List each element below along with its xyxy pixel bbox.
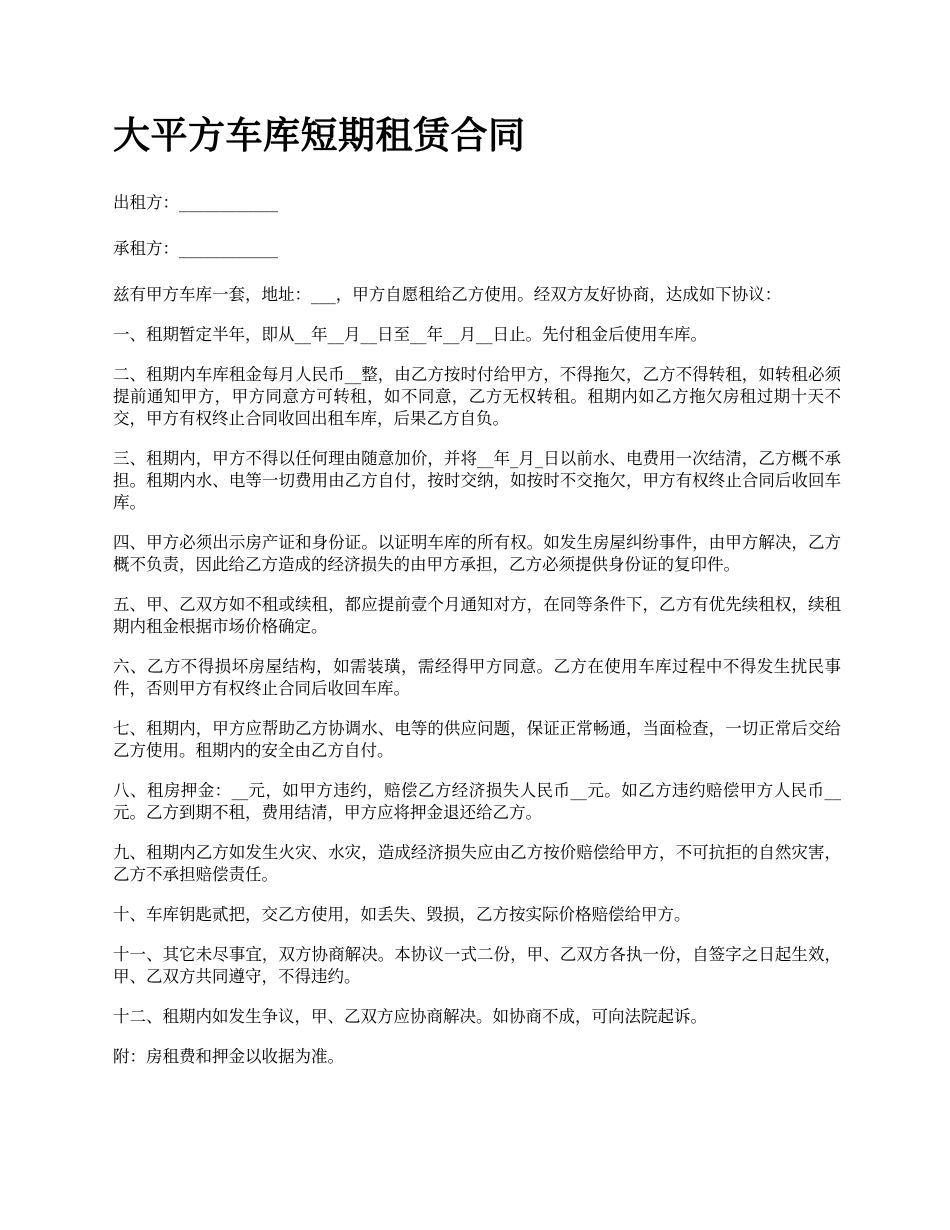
preamble-paragraph: 兹有甲方车库一套，地址：___，甲方自愿租给乙方使用。经双方友好协商，达成如下协议： — [113, 285, 782, 304]
appendix-note: 附：房租费和押金以收据为准。 — [113, 1047, 344, 1066]
clause-5: 五、甲、乙双方如不租或续租，都应提前壹个月通知对方，在同等条件下，乙方有优先续租权，续租期内租金根据市场价格确定。 — [113, 595, 841, 636]
clause-4: 四、甲方必须出示房产证和身份证。以证明车库的所有权。如发生房屋纠纷事件，由甲方解决，乙方概不负责，因此给乙方造成的经济损失的由甲方承担，乙方必须提供身份证的复印件。 — [113, 533, 841, 574]
clause-3: 三、租期内，甲方不得以任何理由随意加价，并将__年_月_日以前水、电费用一次结清，乙方概不承担。租期内水、电等一切费用由乙方自付，按时交纳，如按时不交拖欠，甲方有权终止合同后收回车库。 — [113, 449, 841, 512]
clause-11: 十一、其它未尽事宜，双方协商解决。本协议一式二份，甲、乙双方各执一份，自签字之日起生效，甲、乙双方共同遵守，不得违约。 — [113, 945, 841, 986]
clause-10: 十、车库钥匙贰把，交乙方使用，如丢失、毁损，乙方按实际价格赔偿给甲方。 — [113, 905, 691, 924]
clause-9: 九、租期内乙方如发生火灾、水灾，造成经济损失应由乙方按价赔偿给甲方，不可抗拒的自然灾害，乙方不承担赔偿责任。 — [113, 843, 841, 884]
clause-7: 七、租期内，甲方应帮助乙方协调水、电等的供应问题，保证正常畅通，当面检查，一切正常后交给乙方使用。租期内的安全由乙方自付。 — [113, 719, 841, 760]
clause-6: 六、乙方不得损坏房屋结构，如需装璜，需经得甲方同意。乙方在使用车库过程中不得发生扰民事件，否则甲方有权终止合同后收回车库。 — [113, 657, 841, 698]
clause-2: 二、租期内车库租金每月人民币__整，由乙方按时付给甲方，不得拖欠，乙方不得转租，如转租必须提前通知甲方，甲方同意方可转租，如不同意，乙方无权转租。租期内如乙方拖欠房租过期十天不交，甲方有权终止合同收回出租车库，后果乙方自负。 — [113, 365, 841, 428]
clause-12: 十二、租期内如发生争议，甲、乙双方应协商解决。如协商不成，可向法院起诉。 — [113, 1007, 707, 1026]
document-title: 大平方车库短期租赁合同 — [113, 113, 526, 157]
lessee-line: 承租方：____________ — [113, 239, 278, 258]
clause-1: 一、租期暂定半年，即从__年__月__日至__年__月__日止。先付租金后使用车库。 — [113, 325, 707, 344]
clause-8: 八、租房押金：__元，如甲方违约，赔偿乙方经济损失人民币__元。如乙方违约赔偿甲方人民币__元。乙方到期不租，费用结清，甲方应将押金退还给乙方。 — [113, 781, 841, 822]
lessor-line: 出租方：____________ — [113, 193, 278, 212]
contract-document — [113, 110, 841, 1086]
